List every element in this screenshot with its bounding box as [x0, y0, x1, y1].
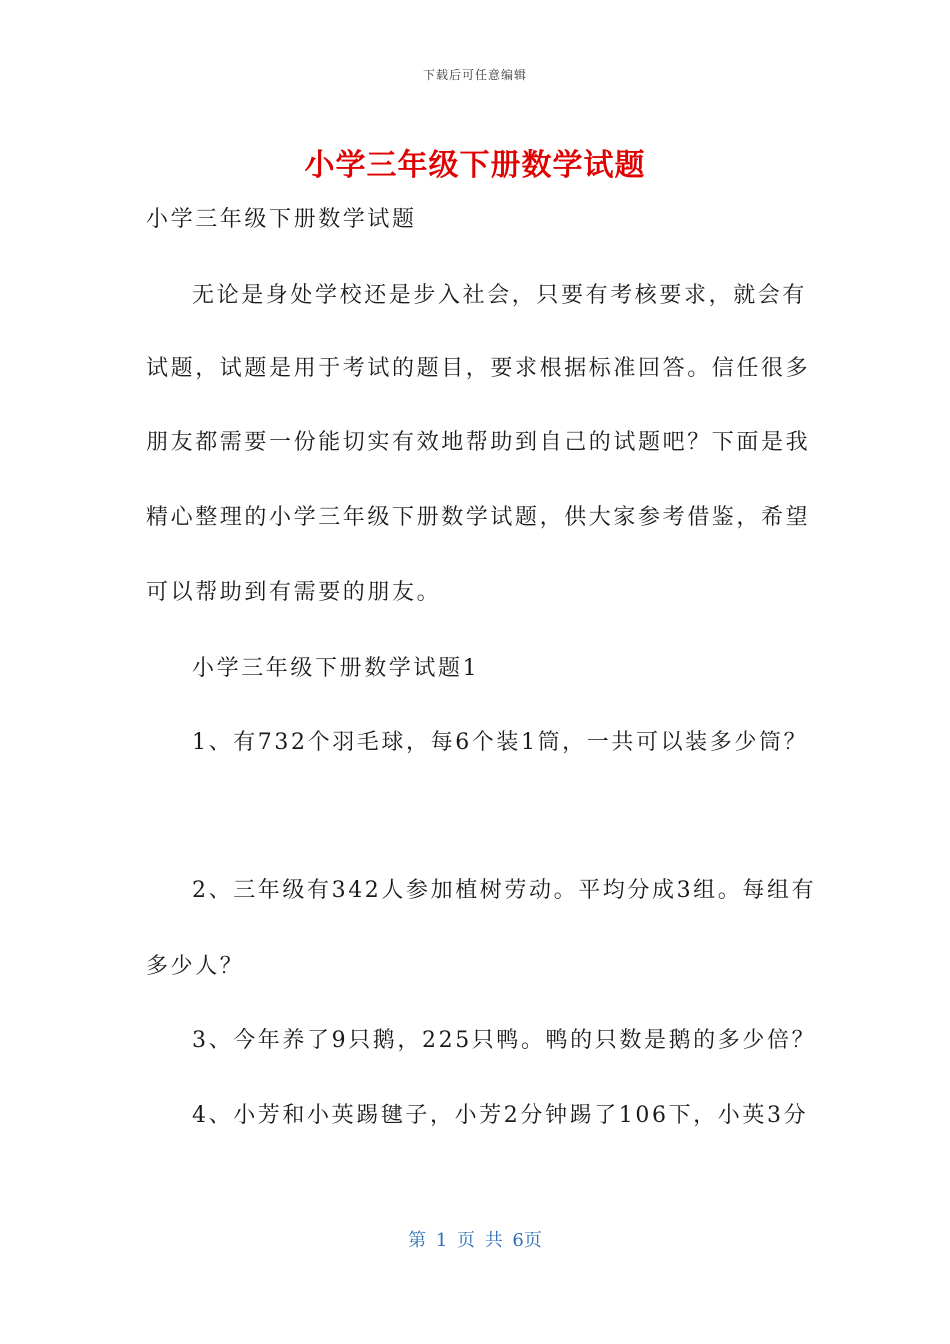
question-line: 4、小芳和小英踢毽子，小芳2分钟踢了106下，小英3分: [192, 1103, 809, 1128]
page-indicator: 第 1 页 共 6页: [408, 1230, 542, 1251]
document-subtitle: 小学三年级下册数学试题: [146, 207, 417, 232]
question-line: 多少人？: [146, 954, 245, 979]
intro-line: 精心整理的小学三年级下册数学试题，供大家参考借鉴，希望: [146, 505, 811, 530]
section-heading: 小学三年级下册数学试题1: [192, 656, 480, 681]
intro-line: 无论是身处学校还是步入社会，只要有考核要求，就会有: [192, 283, 808, 308]
header-note: 下载后可任意编辑: [422, 68, 527, 82]
intro-line: 朋友都需要一份能切实有效地帮助到自己的试题吧？下面是我: [146, 430, 811, 455]
question-line: 3、今年养了9只鹅，225只鸭。鸭的只数是鹅的多少倍？: [192, 1028, 817, 1053]
question-line: 2、三年级有342人参加植树劳动。平均分成3组。每组有: [192, 878, 817, 903]
intro-line: 可以帮助到有需要的朋友。: [146, 580, 442, 605]
question-line: 1、有732个羽毛球，每6个装1筒，一共可以装多少筒？: [192, 730, 809, 755]
document-title: 小学三年级下册数学试题: [304, 148, 646, 183]
intro-line: 试题，试题是用于考试的题目，要求根据标准回答。信任很多: [146, 356, 811, 381]
